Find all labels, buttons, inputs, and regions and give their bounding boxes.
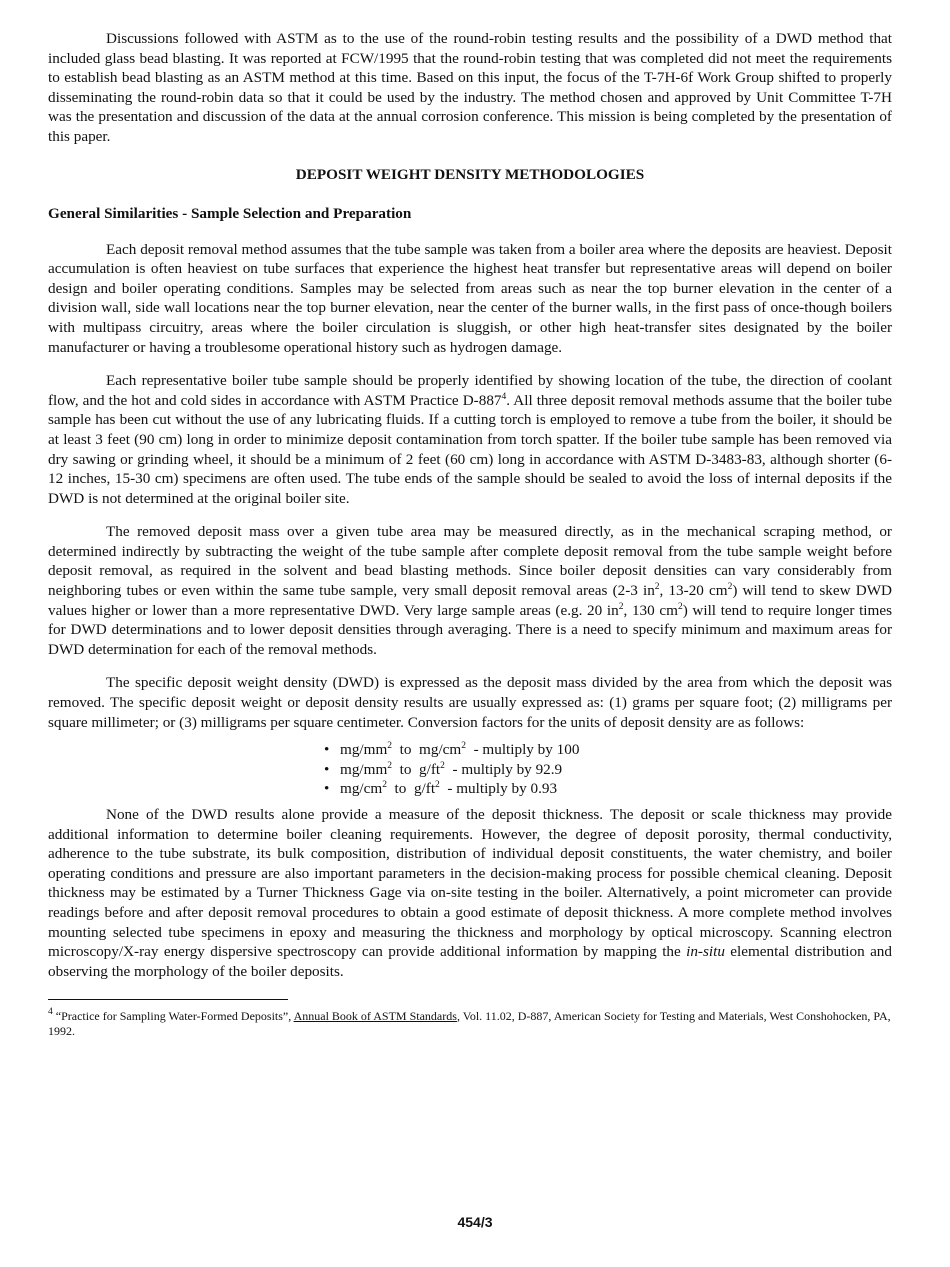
- paragraph-deposit-mass: [48, 522, 892, 659]
- superscript: 2: [387, 760, 393, 771]
- footnote-ref: 4: [501, 391, 507, 402]
- text-run: None of the DWD results alone provide a measure of the deposit thickness. The deposit or scale thickness may provide additional information to determine boiler cleaning requirements. However, the degree of deposit porosity, thermal conductivity, adherence to the tube substrate, its bulk composition, distribution of individual deposit constituents, the water chemistry, and boiler operating conditions and pressure are also important parameters in the decision-making process for possible chemical cleaning. Deposit thickness may be estimated by a Turner Thickness Gage via on-site testing in the boiler. Alternatively, a point micrometer can provide readings before and after deposit removal procedures to obtain a good estimate of deposit thickness. A more complete method involves mounting selected tube specimens in epoxy and measuring the thickness and morphology by optical microscopy. Scanning electron microscopy/X-ray energy dispersive spectroscopy can provide additional information by mapping the: [48, 806, 892, 961]
- to-word: to: [394, 780, 407, 798]
- to-word: to: [399, 741, 412, 759]
- list-item: [324, 760, 892, 780]
- paragraph-sample-selection: Each deposit removal method assumes that the tube sample was taken from a boiler area where the deposits are heaviest. Deposit accumulation is often heaviest on tube surfaces that experience the highest heat transfer but representative areas will depend on boiler design and boiler operating conditions. Samples may be selected from areas such as near the top burner elevation in the center of a division wall, side wall locations near the top burner elevation, near the center of the burner walls, in the first pass of once-though boilers with multipass circuitry, areas where the boiler circulation is sluggish, or other high heat-transfer sites designated by the boiler manufacturer or having a troublesome operational history such as hydrogen damage.: [48, 240, 892, 356]
- text-run: ) will tend to skew DWD values higher or lower than a more representative DWD. Very large sample areas (e.g. 20 in: [48, 582, 892, 619]
- conversion-factor: - multiply by 100: [473, 741, 580, 759]
- text-run: , Vol. 11.02, D-887, American Society for Testing and Materials, West Conshohocken, PA, 1992.: [48, 1009, 891, 1039]
- list-item: [324, 740, 892, 760]
- footnote-rule: [48, 999, 288, 1000]
- superscript: 2: [387, 741, 393, 752]
- page-body: [48, 29, 892, 1039]
- text-run: elemental distribution and observing the morphology of the boiler deposits.: [48, 943, 892, 980]
- text-run: “Practice for Sampling Water-Formed Deposits”,: [52, 1009, 294, 1024]
- page-number: 454/3: [457, 1214, 493, 1230]
- subsection-heading: General Similarities - Sample Selection and Preparation: [48, 204, 412, 222]
- unit-from: mg/mm: [340, 741, 388, 759]
- superscript: 2: [677, 601, 683, 612]
- unit-to: g/ft: [419, 760, 441, 778]
- superscript: 2: [382, 780, 387, 791]
- superscript: 2: [618, 601, 624, 612]
- superscript: 2: [435, 780, 440, 791]
- unit-to: mg/cm: [419, 741, 462, 759]
- superscript: 2: [654, 582, 660, 593]
- intro-paragraph: Discussions followed with ASTM as to the use of the round-robin testing results and the possibility of a DWD method that included glass bead blasting. It was reported at FCW/1995 that the round-robin testing that was completed did not meet the requirements to establish bead blasting as an ASTM method at this time. Based on this input, the focus of the T-7H-6f Work Group shifted to properly disseminating the round-robin data so that it could be used by the industry. The method chosen and approved by Unit Committee T-7H was the presentation and discussion of the data at the annual corrosion conference. This mission is being completed by the presentation of this paper.: [48, 30, 892, 145]
- italic-term: in-situ: [686, 943, 725, 961]
- footnote-number: 4: [48, 1007, 53, 1018]
- text-run: . All three deposit removal methods assume that the boiler tube sample has been cut without the use of any lubricating fluids. If a cutting torch is employed to remove a tube from the boiler, it should be at least 3 feet (90 cm) long in order to minimize deposit contamination from torch spatter. If the boiler tube sample has been removed via dry sawing or grinding wheel, it should be a minimum of 2 feet (60 cm) long in accordance with ASTM D-3483-83, although shorter (6-12 inches, 15-30 cm) specimens are often used. The tube ends of the sample should be sealed to avoid the loss of internal deposits if the DWD is not determined at the original boiler site.: [48, 391, 892, 507]
- conversion-factor: - multiply by 0.93: [447, 780, 558, 798]
- footnote: [48, 1009, 892, 1039]
- superscript: 2: [461, 741, 466, 752]
- superscript: 2: [440, 760, 445, 771]
- superscript: 2: [727, 582, 733, 593]
- section-heading: DEPOSIT WEIGHT DENSITY METHODOLOGIES: [295, 165, 645, 183]
- underlined-title: Annual Book of ASTM Standards: [293, 1009, 457, 1024]
- text-run: , 13-20 cm: [659, 582, 728, 600]
- unit-from: mg/mm: [340, 760, 388, 778]
- paragraph-sample-identification: [48, 371, 892, 508]
- unit-to: g/ft: [413, 780, 436, 798]
- text-run: ) will tend to require longer times for DWD determinations and to lower deposit densities through averaging. There is a need to specify minimum and maximum areas for DWD determination for each of the removal methods.: [48, 601, 892, 658]
- text-run: , 130 cm: [623, 601, 678, 619]
- paragraph-deposit-thickness: [48, 805, 892, 981]
- conversion-factor: - multiply by 92.9: [452, 760, 563, 778]
- text-run: The removed deposit mass over a given tube area may be measured directly, as in the mechanical scraping method, or determined indirectly by subtracting the weight of the tube sample after complete deposit removal from the tube sample weight before deposit removal, as required in the solvent and bead blasting methods. Since boiler deposit densities can vary considerably from neighboring tubes or even within the same tube sample, very small deposit removal areas (2-3 in: [48, 523, 892, 600]
- list-item: [324, 779, 892, 799]
- text-run: Each representative boiler tube sample should be properly identified by showing location of the tube, the direction of coolant flow, and the hot and cold sides in accordance with ASTM Practice D-887: [48, 372, 892, 409]
- to-word: to: [399, 760, 412, 778]
- unit-from: mg/cm: [340, 780, 383, 798]
- paragraph-dwd-definition: The specific deposit weight density (DWD) is expressed as the deposit mass divided by the area from which the deposit was removed. The specific deposit weight or deposit density results are usually expressed as: (1) grams per square foot; (2) milligrams per square millimeter; or (3) milligrams per square centimeter. Conversion factors for the units of deposit density are as follows:: [48, 674, 892, 731]
- conversion-list: [48, 740, 892, 799]
